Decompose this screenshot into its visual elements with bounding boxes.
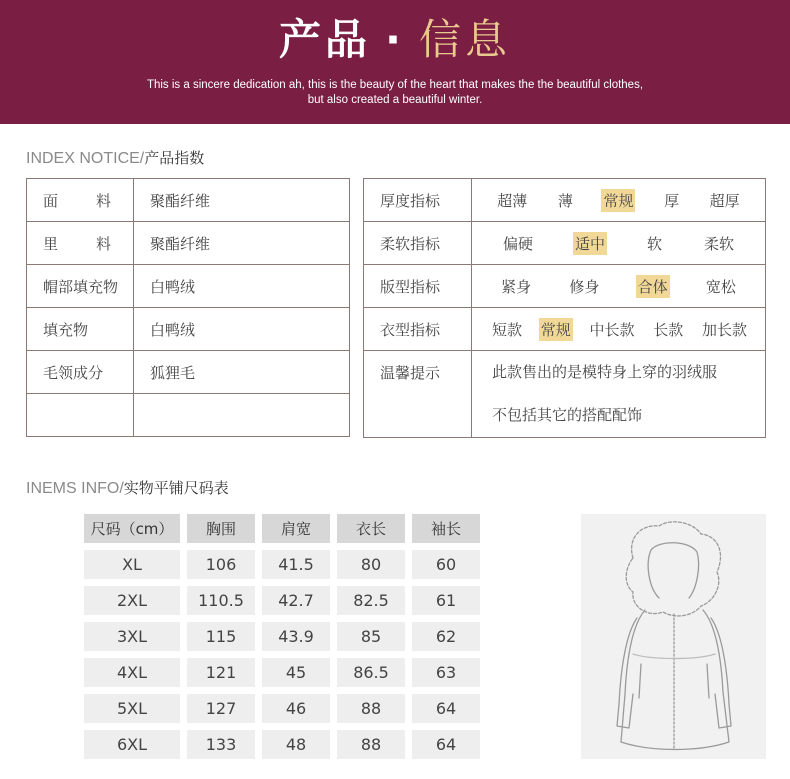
shoulder-cell: 48 <box>262 730 330 759</box>
table-row <box>27 308 350 351</box>
shoulder-cell: 45 <box>262 658 330 687</box>
attribute-value: 狐狸毛 <box>134 351 350 394</box>
attribute-key: 毛领成分 <box>27 351 134 394</box>
section-heading-en: INEMS INFO/ <box>26 480 124 497</box>
table-row <box>84 658 487 687</box>
column-header: 胸围 <box>187 514 255 543</box>
section-heading-en: INDEX NOTICE/ <box>26 150 145 167</box>
column-header: 衣长 <box>337 514 405 543</box>
index-option: 修身 <box>569 277 600 296</box>
index-option: 超厚 <box>709 191 740 210</box>
table-row <box>84 550 487 579</box>
column-header: 尺码（cm） <box>84 514 180 543</box>
attribute-value <box>134 394 350 437</box>
size-table-header <box>84 514 487 543</box>
section-heading-index <box>26 149 204 168</box>
chest-cell: 115 <box>187 622 255 651</box>
table-row <box>27 179 350 222</box>
index-options <box>472 179 766 222</box>
size-cell: 2XL <box>84 586 180 615</box>
index-option: 薄 <box>557 191 573 210</box>
attribute-table <box>26 178 350 437</box>
chest-cell: 121 <box>187 658 255 687</box>
chest-cell: 110.5 <box>187 586 255 615</box>
index-option: 软 <box>646 234 662 253</box>
sleeve-cell: 61 <box>412 586 480 615</box>
section-heading-zh: 实物平铺尺码表 <box>123 479 229 497</box>
shoulder-cell: 43.9 <box>262 622 330 651</box>
attribute-value: 白鸭绒 <box>134 265 350 308</box>
attribute-key: 填充物 <box>27 308 134 351</box>
index-option-selected: 合体 <box>636 275 670 298</box>
banner-title-left: 产品 <box>279 15 372 64</box>
banner-subtitle-line2: but also created a beautiful winter. <box>307 94 483 106</box>
attribute-key-char: 里 <box>43 234 59 253</box>
index-key: 衣型指标 <box>364 308 472 351</box>
sleeve-cell: 62 <box>412 622 480 651</box>
index-table <box>363 178 766 438</box>
chest-cell: 133 <box>187 730 255 759</box>
length-cell: 80 <box>337 550 405 579</box>
length-cell: 88 <box>337 730 405 759</box>
table-row <box>84 622 487 651</box>
shoulder-cell: 41.5 <box>262 550 330 579</box>
reminder-key: 温馨提示 <box>364 351 472 438</box>
index-options <box>472 265 766 308</box>
attribute-key-char: 面 <box>43 191 59 210</box>
index-option-selected: 适中 <box>573 232 607 255</box>
size-cell: XL <box>84 550 180 579</box>
index-option-selected: 常规 <box>539 318 573 341</box>
table-row <box>27 351 350 394</box>
attribute-key <box>27 179 134 222</box>
length-cell: 86.5 <box>337 658 405 687</box>
index-option-selected: 常规 <box>601 189 635 212</box>
length-cell: 88 <box>337 694 405 723</box>
banner-title <box>0 12 790 68</box>
table-row <box>27 394 350 437</box>
attribute-key <box>27 222 134 265</box>
sleeve-cell: 60 <box>412 550 480 579</box>
section-heading-size <box>26 479 229 498</box>
header-banner <box>0 0 790 124</box>
sleeve-cell: 64 <box>412 694 480 723</box>
table-row <box>84 730 487 759</box>
sleeve-cell: 63 <box>412 658 480 687</box>
column-header: 袖长 <box>412 514 480 543</box>
section-heading-zh: 产品指数 <box>144 149 205 167</box>
index-key: 厚度指标 <box>364 179 472 222</box>
index-option: 柔软 <box>703 234 734 253</box>
index-option: 超薄 <box>497 191 528 210</box>
attribute-value: 聚酯纤维 <box>134 179 350 222</box>
index-key: 版型指标 <box>364 265 472 308</box>
banner-title-dot: · <box>385 15 405 64</box>
length-cell: 82.5 <box>337 586 405 615</box>
index-option: 紧身 <box>501 277 532 296</box>
index-key: 柔软指标 <box>364 222 472 265</box>
index-option: 中长款 <box>589 320 635 339</box>
index-option: 长款 <box>653 320 684 339</box>
table-row <box>27 265 350 308</box>
garment-image <box>581 514 766 759</box>
index-option: 厚 <box>664 191 680 210</box>
banner-subtitle-line1: This is a sincere dedication ah, this is the beauty of the heart that makes the the beautiful clothes, <box>146 79 644 91</box>
table-row <box>364 265 766 308</box>
reminder-text <box>472 351 766 438</box>
attribute-value: 白鸭绒 <box>134 308 350 351</box>
attribute-key <box>27 394 134 437</box>
size-cell: 3XL <box>84 622 180 651</box>
table-row <box>364 308 766 351</box>
size-cell: 4XL <box>84 658 180 687</box>
hooded-coat-icon <box>581 514 766 759</box>
index-option: 加长款 <box>701 320 747 339</box>
banner-subtitle <box>0 78 790 108</box>
attribute-key-char: 料 <box>96 191 112 210</box>
shoulder-cell: 42.7 <box>262 586 330 615</box>
index-option: 偏硬 <box>502 234 533 253</box>
banner-title-right: 信息 <box>418 15 511 64</box>
attribute-key: 帽部填充物 <box>27 265 134 308</box>
table-row <box>84 586 487 615</box>
table-row <box>364 179 766 222</box>
index-options <box>472 308 766 351</box>
reminder-line2: 不包括其它的搭配配饰 <box>492 406 643 424</box>
size-cell: 5XL <box>84 694 180 723</box>
table-row <box>27 222 350 265</box>
sleeve-cell: 64 <box>412 730 480 759</box>
index-option: 宽松 <box>705 277 736 296</box>
table-row <box>364 222 766 265</box>
attribute-value: 聚酯纤维 <box>134 222 350 265</box>
size-cell: 6XL <box>84 730 180 759</box>
index-option: 短款 <box>492 320 523 339</box>
reminder-line1: 此款售出的是模特身上穿的羽绒服 <box>492 363 718 381</box>
index-options <box>472 222 766 265</box>
attribute-key-char: 料 <box>96 234 112 253</box>
chest-cell: 127 <box>187 694 255 723</box>
table-row <box>84 694 487 723</box>
shoulder-cell: 46 <box>262 694 330 723</box>
length-cell: 85 <box>337 622 405 651</box>
size-table <box>84 514 487 766</box>
chest-cell: 106 <box>187 550 255 579</box>
column-header: 肩宽 <box>262 514 330 543</box>
